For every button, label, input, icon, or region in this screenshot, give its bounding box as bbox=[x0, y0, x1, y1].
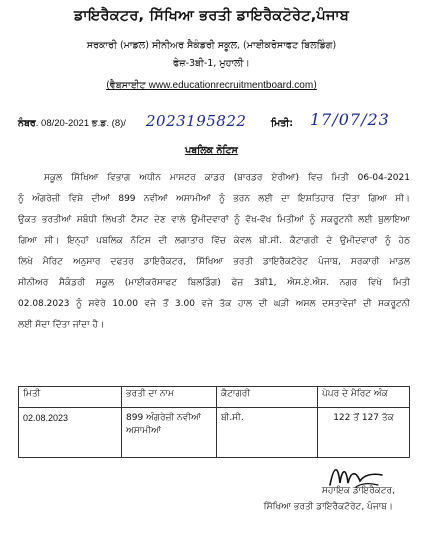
cell-recruitment-line2: ਅਸਾਮੀਆਂ bbox=[126, 426, 161, 436]
date-label: ਮਿਤੀ: bbox=[271, 118, 294, 129]
handwritten-dispatch-number: 2023195822 bbox=[146, 112, 247, 130]
header-date: ਮਿਤੀ bbox=[19, 387, 122, 408]
header-category: ਕੈਟਾਗਰੀ bbox=[217, 387, 318, 408]
website-suffix: ) bbox=[313, 80, 317, 91]
notice-body bbox=[18, 168, 410, 336]
header-merit: ਪੇਪਰ ਦੇ ਮੈਰਿਟ ਅੰਕ bbox=[318, 387, 410, 408]
school-name: ਸਰਕਾਰੀ (ਮਾਡਲ) ਸੀਨੀਅਰ ਸੈਕੰਡਰੀ ਸਕੂਲ, (ਮਾਈਕਰੋਸਾਫਟ ਬਿਲਡਿੰਗ) bbox=[86, 40, 337, 51]
cell-recruitment-line1: 899 ਅੰਗਰੇਜ਼ੀ ਨਵੀਆਂ bbox=[126, 413, 201, 423]
signatory-designation: ਸਹਾਇਕ ਡਾਇਰੈਕਟਰ, bbox=[321, 486, 395, 496]
cell-date: 02.08.2023 bbox=[19, 408, 122, 458]
notice-title: ਪਬਲਿਕ ਨੋਟਿਸ bbox=[185, 145, 238, 156]
cell-recruitment bbox=[122, 408, 217, 458]
body-line: ਗਿਆ ਸੀ। ਇਨ੍ਹਾਂ ਪਬਲਿਕ ਨੋਟਿਸ ਦੀ ਲਗਾਤਾਰ ਵਿੱਚ ਕੇਵਲ ਬੀ.ਸੀ. ਕੈਟਾਗਰੀ ਦੇ ਉਮੀਦਵਾਰਾਂ ਨੂੰ ਹੇਠ bbox=[18, 236, 410, 246]
website-prefix: (ਵੈਬਸਾਈਟ bbox=[106, 80, 149, 91]
body-line: ਲਿਖੇ ਮੈਰਿਟ ਅਨੁਸਾਰ ਦਫਤਰ ਡਾਇਰੈਕਟਰ, ਸਿੱਖਿਆ ਭਰਤੀ ਡਾਇਰੈਕਟੋਰੇਟ ਪੰਜਾਬ, ਸਰਕਾਰੀ ਮਾਡਲ bbox=[18, 257, 410, 267]
body-line: ਸਕੂਲ ਸਿੱਖਿਆ ਵਿਭਾਗ ਅਧੀਨ ਮਾਸਟਰ ਕਾਡਰ (ਬਾਰਡਰ ਏਰੀਆ) ਵਿਚ ਮਿਤੀ 06-04-2021 bbox=[44, 173, 410, 183]
body-line: ਉਕਤ ਭਰਤੀਆਂ ਸਬੰਧੀ ਲਿਖਤੀ ਟੈਸਟ ਦੇਣ ਵਾਲੇ ਉਮੀਦਵਾਰਾਂ ਨੂੰ ਵੱਖ-ਵੱਖ ਮਿਤੀਆਂ ਨੂੰ ਸਕਰੂਟਨੀ ਲਈ ਬੁਲਾਇਆ bbox=[18, 215, 410, 225]
school-address: ਫੇਜ਼-3ਬੀ-1, ਮੁਹਾਲੀ। bbox=[173, 58, 250, 69]
cell-category: ਬੀ.ਸੀ. bbox=[217, 408, 318, 458]
table-header-row bbox=[19, 387, 410, 408]
scrutiny-table bbox=[18, 386, 410, 458]
header-recruitment: ਭਰਤੀ ਦਾ ਨਾਮ bbox=[122, 387, 217, 408]
body-line: ਲਈ ਸੱਦਾ ਦਿੱਤਾ ਜਾਂਦਾ ਹੈ। bbox=[18, 320, 105, 330]
reference-number bbox=[18, 118, 126, 129]
reference-label: ਨੰਬਰ bbox=[18, 118, 36, 129]
website-url: www.educationrecruitmentboard.com bbox=[148, 80, 314, 91]
body-line: 02.08.2023 ਨੂੰ ਸਵੇਰੇ 10.00 ਵਜੇ ਤੋਂ 3.00 ਵਜੇ ਤੱਕ ਹਾਲ ਦੀ ਘੜੀ ਅਸਲ ਦਸਤਾਵੇਜਾਂ ਦੀ ਸਕਰੂਟਨੀ bbox=[18, 299, 410, 309]
signatory-office: ਸਿੱਖਿਆ ਭਰਤੀ ਡਾਇਰੈਕਟੋਰੇਟ, ਪੰਜਾਬ। bbox=[263, 502, 393, 512]
handwritten-date: 17/07/23 bbox=[310, 110, 390, 129]
body-line: ਨੂੰ ਅੰਗਰੇਜ਼ੀ ਵਿਸ਼ੇ ਦੀਆਂ 899 ਨਵੀਆਂ ਅਸਾਮੀਆਂ ਨੂੰ ਭਰਨ ਲਈ ਦਾ ਇਸ਼ਤਿਹਾਰ ਦਿੱਤਾ ਗਿਆ ਸੀ। bbox=[18, 194, 410, 204]
cell-merit: 122 ਤੋਂ 127 ਤੱਕ bbox=[318, 408, 410, 458]
office-title: ਡਾਇਰੈਕਟਰ, ਸਿੱਖਿਆ ਭਰਤੀ ਡਾਇਰੈਕਟੋਰੇਟ,ਪੰਜਾਬ bbox=[73, 8, 350, 24]
reference-text: . 08/20-2021 ਭ.ਡ. (8)/ bbox=[35, 118, 126, 129]
website-line bbox=[0, 80, 423, 91]
table-row bbox=[19, 408, 410, 458]
body-line: ਸੀਨੀਅਰ ਸੈਕੰਡਰੀ ਸਕੂਲ (ਮਾਈਕਰੋਸਾਫਟ ਬਿਲਡਿੰਗ) ਫੇਜ਼ 3ਬੀ1, ਐਸ.ਏ.ਐਸ. ਨਗਰ ਵਿਖੇ ਮਿਤੀ bbox=[18, 278, 410, 288]
